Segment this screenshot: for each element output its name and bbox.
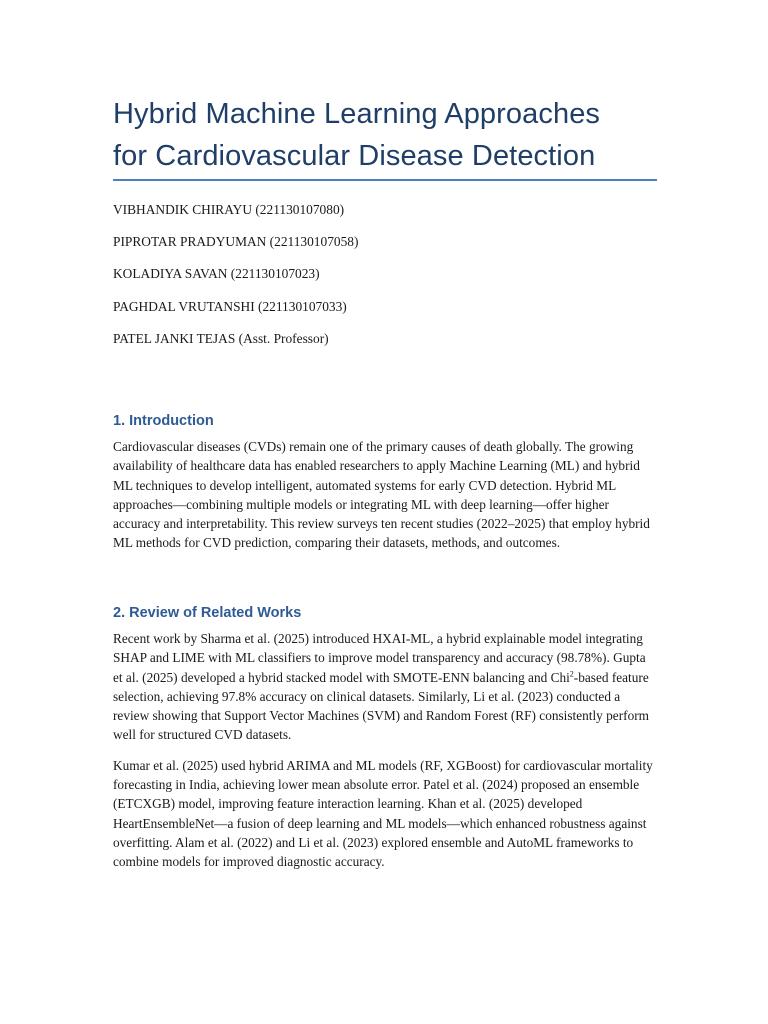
- author-line: PIPROTAR PRADYUMAN (221130107058): [113, 234, 359, 250]
- author-line: VIBHANDIK CHIRAYU (221130107080): [113, 202, 345, 217]
- author-list: [113, 201, 658, 362]
- title-line-1: Hybrid Machine Learning Approaches: [113, 98, 601, 130]
- author-line: PAGHDAL VRUTANSHI (221130107033): [113, 298, 347, 314]
- author-line: KOLADIYA SAVAN (221130107023): [113, 266, 320, 282]
- paragraph-text: Recent work by Sharma et al. (2025) introduced HXAI-ML, a hybrid explainable model integrating SHAP and LIME with ML classifiers to improve model transparency and accuracy (98.78%). Gupta et al. (2025) developed a hybrid stacked model with SMOTE-ENN balancing and Chi: [113, 631, 646, 685]
- section-paragraph: Cardiovascular diseases (CVDs) remain one of the primary causes of death globally. The growing availability of healthcare data has enabled researchers to apply Machine Learning (ML) and hybrid ML techniques to develop intelligent, automated systems for early CVD detection. Hybrid ML approaches—combining multiple models or integrating ML with deep learning—offer higher accuracy and interpretability. This review surveys ten recent studies (2022–2025) that employ hybrid ML methods for CVD prediction, comparing their datasets, methods, and outcomes.: [113, 439, 650, 551]
- paragraph-text: -based feature selection, achieving 97.8% accuracy on clinical datasets. Similarly, Li et al. (2023) conducted a review showing that Support Vector Machines (SVM) and Random Forest (RF) consistently perform well for structured CVD datasets.: [113, 669, 649, 743]
- document-title: [113, 93, 658, 177]
- section-paragraph: Kumar et al. (2025) used hybrid ARIMA and ML models (RF, XGBoost) for cardiovascular mortality forecasting in India, achieving lower mean absolute error. Patel et al. (2024) proposed an ensemble (ETCXGB) model, improving feature interaction learning. Khan et al. (2025) developed HeartEnsembleNet—a fusion of deep learning and ML models—which enhanced robustness against overfitting. Alam et al. (2022) and Li et al. (2023) explored ensemble and AutoML frameworks to combine models for improved diagnostic accuracy.: [113, 757, 653, 870]
- section-heading: 2. Review of Related Works: [113, 605, 302, 621]
- section-review-of-related-works: [113, 603, 658, 883]
- superscript: 2: [569, 669, 574, 679]
- title-line-2: for Cardiovascular Disease Detection: [113, 140, 596, 172]
- author-line: PATEL JANKI TEJAS (Asst. Professor): [113, 330, 329, 346]
- section-heading: 1. Introduction: [113, 413, 214, 429]
- title-underline-rule: [113, 179, 657, 181]
- section-paragraph: [113, 629, 658, 745]
- section-introduction: [113, 411, 658, 564]
